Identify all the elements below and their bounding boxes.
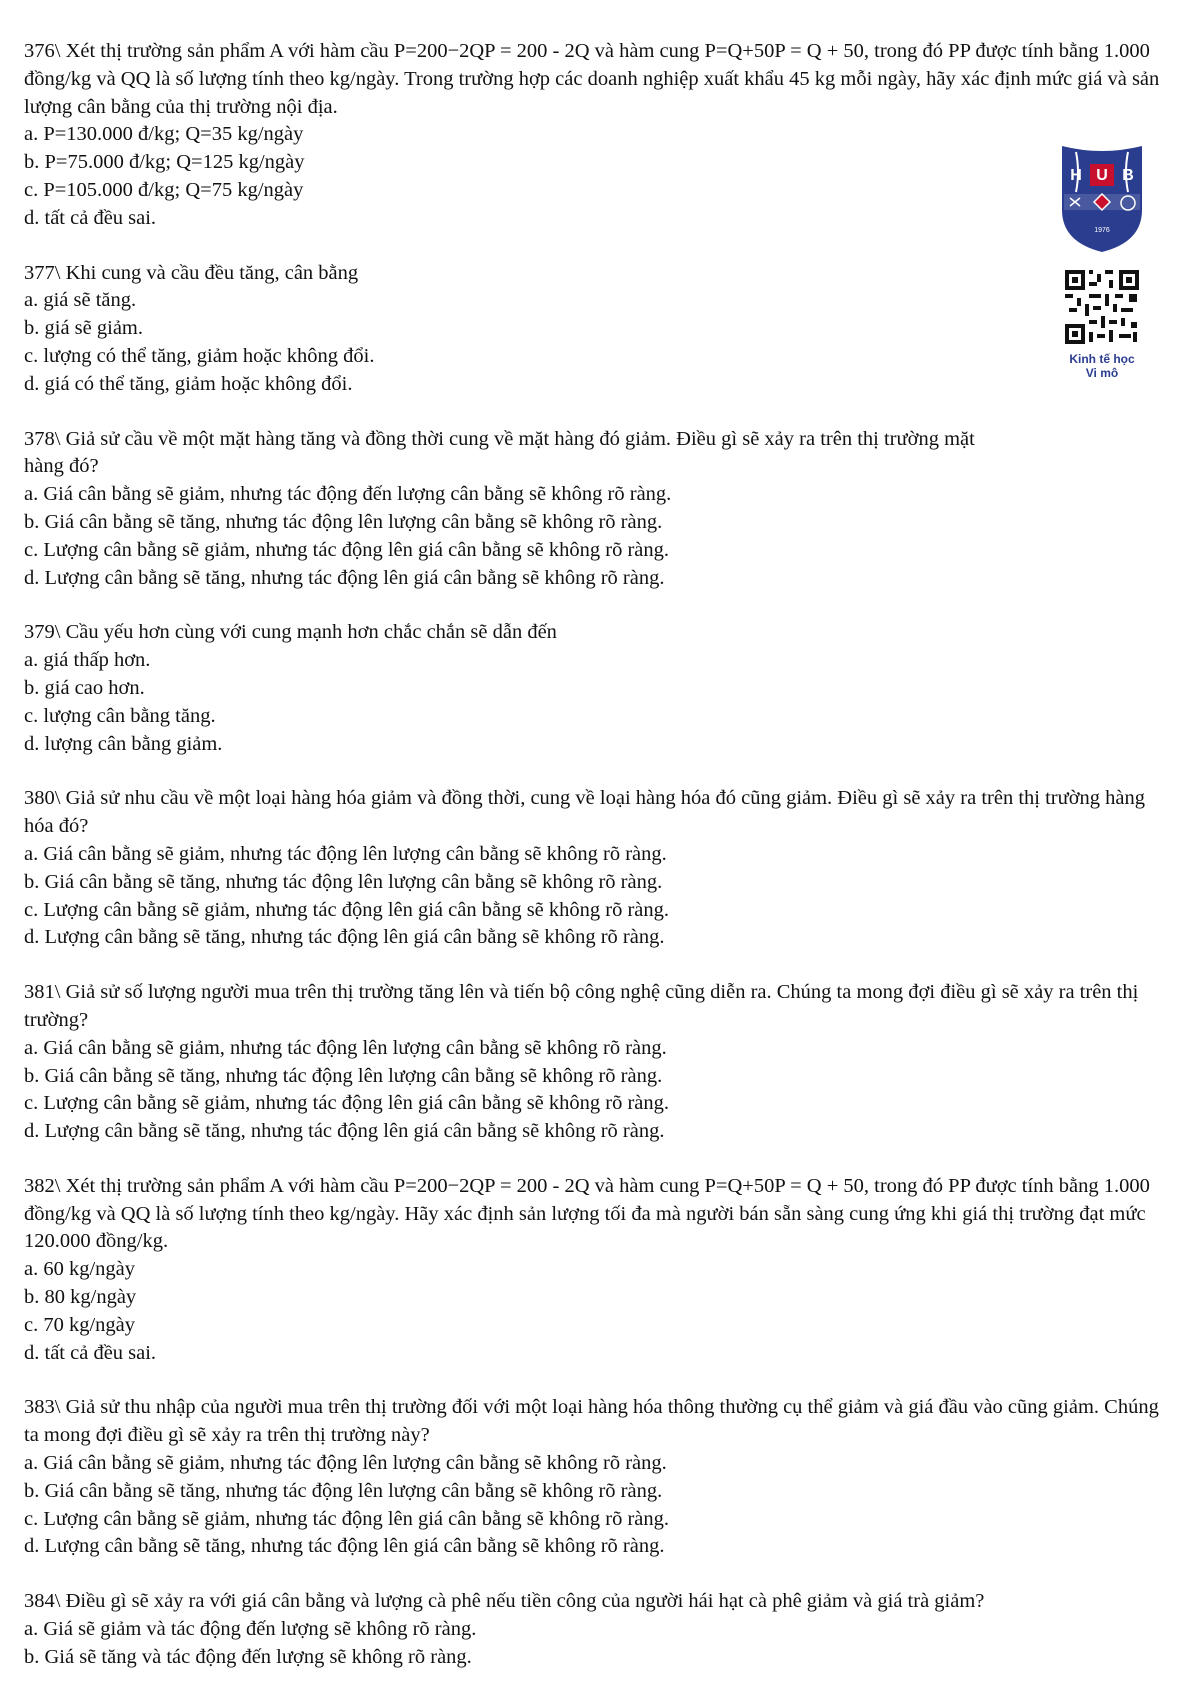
answer-option: b. Giá cân bằng sẽ tăng, nhưng tác động lên lượng cân bằng sẽ không rõ ràng.: [24, 510, 663, 533]
question-stem: 380\ Giả sử nhu cầu về một loại hàng hóa giảm và đồng thời, cung về loại hàng hóa đó cũng giảm. Điều gì sẽ xảy ra trên thị trường hàng hóa đó?: [24, 787, 1146, 838]
answer-option: c. Lượng cân bằng sẽ giảm, nhưng tác động lên giá cân bằng sẽ không rõ ràng.: [24, 1507, 670, 1530]
question-381: [24, 979, 1170, 1146]
question-stem: 381\ Giả sử số lượng người mua trên thị trường tăng lên và tiến bộ công nghệ cũng diễn ra. Chúng ta mong đợi điều gì sẽ xảy ra trên thị trường?: [24, 981, 1139, 1031]
answer-option: a. giá thấp hơn.: [24, 649, 151, 672]
answer-option: a. P=130.000 đ/kg; Q=35 kg/ngày: [24, 123, 304, 146]
answer-option: d. Lượng cân bằng sẽ tăng, nhưng tác động lên giá cân bằng sẽ không rõ ràng.: [24, 926, 665, 949]
badge-caption-line2: Vi mô: [1085, 366, 1119, 380]
answer-option: a. Giá cân bằng sẽ giảm, nhưng tác động đến lượng cân bằng sẽ không rõ ràng.: [24, 483, 672, 506]
answer-option: c. lượng có thể tăng, giảm hoặc không đổi.: [24, 344, 375, 367]
question-376: [24, 38, 1170, 233]
answer-option: c. 70 kg/ngày: [24, 1313, 136, 1336]
question-stem: 384\ Điều gì sẽ xảy ra với giá cân bằng và lượng cà phê nếu tiền công của người hái hạt cà phê giảm và giá trà giảm?: [24, 1590, 985, 1613]
answer-option: a. Giá cân bằng sẽ giảm, nhưng tác động lên lượng cân bằng sẽ không rõ ràng.: [24, 1452, 667, 1475]
answer-option: d. tất cả đều sai.: [24, 206, 157, 229]
question-stem: 377\ Khi cung và cầu đều tăng, cân bằng: [24, 261, 359, 284]
badge-caption-line1: Kinh tế học: [1069, 352, 1135, 366]
answer-option: a. Giá cân bằng sẽ giảm, nhưng tác động lên lượng cân bằng sẽ không rõ ràng.: [24, 842, 667, 865]
answer-option: b. Giá cân bằng sẽ tăng, nhưng tác động lên lượng cân bằng sẽ không rõ ràng.: [24, 870, 663, 893]
question-stem: 379\ Cầu yếu hơn cùng với cung mạnh hơn chắc chắn sẽ dẫn đến: [24, 621, 557, 644]
answer-option: c. Lượng cân bằng sẽ giảm, nhưng tác động lên giá cân bằng sẽ không rõ ràng.: [24, 538, 670, 561]
answer-option: b. P=75.000 đ/kg; Q=125 kg/ngày: [24, 151, 305, 174]
document-body: [24, 38, 1170, 1699]
question-378: [24, 426, 1014, 593]
question-stem: 383\ Giả sử thu nhập của người mua trên thị trường đối với một loại hàng hóa thông thường cụ thể giảm và giá đầu vào cũng giảm. Chúng ta mong đợi điều gì sẽ xảy ra trên thị trường này?: [24, 1396, 1159, 1447]
answer-option: a. Giá cân bằng sẽ giảm, nhưng tác động lên lượng cân bằng sẽ không rõ ràng.: [24, 1036, 667, 1059]
answer-option: b. 80 kg/ngày: [24, 1286, 137, 1309]
answer-option: c. Lượng cân bằng sẽ giảm, nhưng tác động lên giá cân bằng sẽ không rõ ràng.: [24, 1092, 670, 1115]
answer-option: d. Lượng cân bằng sẽ tăng, nhưng tác động lên giá cân bằng sẽ không rõ ràng.: [24, 566, 665, 589]
question-383: [24, 1394, 1170, 1561]
qr-code-icon: [1063, 268, 1141, 346]
svg-text:B: B: [1122, 167, 1134, 184]
answer-option: b. Giá cân bằng sẽ tăng, nhưng tác động lên lượng cân bằng sẽ không rõ ràng.: [24, 1479, 663, 1502]
answer-option: c. Lượng cân bằng sẽ giảm, nhưng tác động lên giá cân bằng sẽ không rõ ràng.: [24, 898, 670, 921]
answer-option: c. lượng cân bằng tăng.: [24, 704, 216, 727]
svg-text:U: U: [1096, 167, 1108, 184]
svg-text:H: H: [1070, 167, 1082, 184]
answer-option: b. Giá sẽ tăng và tác động đến lượng sẽ không rõ ràng.: [24, 1645, 472, 1668]
answer-option: b. Giá cân bằng sẽ tăng, nhưng tác động lên lượng cân bằng sẽ không rõ ràng.: [24, 1064, 663, 1087]
question-stem: 376\ Xét thị trường sản phẩm A với hàm cầu P=200−2QP = 200 - 2Q và hàm cung P=Q+50P = Q + 50, trong đó PP được tính bằng 1.000 đồng/kg và QQ là số lượng tính theo kg/ngày. Trong trường hợp các doanh nghiệp xuất khẩu 45 kg mỗi ngày, hãy xác định mức giá và sản lượng cân bằng của thị trường nội địa.: [24, 40, 1160, 118]
answer-option: d. lượng cân bằng giảm.: [24, 732, 223, 755]
question-384: [24, 1588, 1170, 1671]
svg-text:1976: 1976: [1094, 227, 1110, 234]
answer-option: a. 60 kg/ngày: [24, 1258, 136, 1281]
question-stem: 378\ Giả sử cầu về một mặt hàng tăng và đồng thời cung về mặt hàng đó giảm. Điều gì sẽ xảy ra trên thị trường mặt hàng đó?: [24, 427, 975, 478]
answer-option: d. Lượng cân bằng sẽ tăng, nhưng tác động lên giá cân bằng sẽ không rõ ràng.: [24, 1120, 665, 1143]
hub-shield-logo: [1058, 142, 1146, 254]
question-380: [24, 785, 1170, 952]
answer-option: c. P=105.000 đ/kg; Q=75 kg/ngày: [24, 178, 304, 201]
badge-caption: [1069, 352, 1134, 380]
answer-option: b. giá sẽ giảm.: [24, 317, 143, 340]
question-382: [24, 1173, 1170, 1368]
answer-option: b. giá cao hơn.: [24, 676, 145, 699]
answer-option: d. tất cả đều sai.: [24, 1341, 157, 1364]
answer-option: d. Lượng cân bằng sẽ tăng, nhưng tác động lên giá cân bằng sẽ không rõ ràng.: [24, 1535, 665, 1558]
answer-option: a. giá sẽ tăng.: [24, 289, 137, 312]
question-379: [24, 619, 1170, 758]
hub-badge: [1046, 142, 1158, 380]
answer-option: a. Giá sẽ giảm và tác động đến lượng sẽ không rõ ràng.: [24, 1618, 477, 1641]
question-stem: 382\ Xét thị trường sản phẩm A với hàm cầu P=200−2QP = 200 - 2Q và hàm cung P=Q+50P = Q + 50, trong đó PP được tính bằng 1.000 đồng/kg và QQ là số lượng tính theo kg/ngày. Hãy xác định sản lượng tối đa mà người bán sẵn sàng cung ứng khi giá thị trường đạt mức 120.000 đồng/kg.: [24, 1174, 1150, 1253]
question-377: [24, 260, 984, 399]
answer-option: d. giá có thể tăng, giảm hoặc không đổi.: [24, 372, 353, 395]
